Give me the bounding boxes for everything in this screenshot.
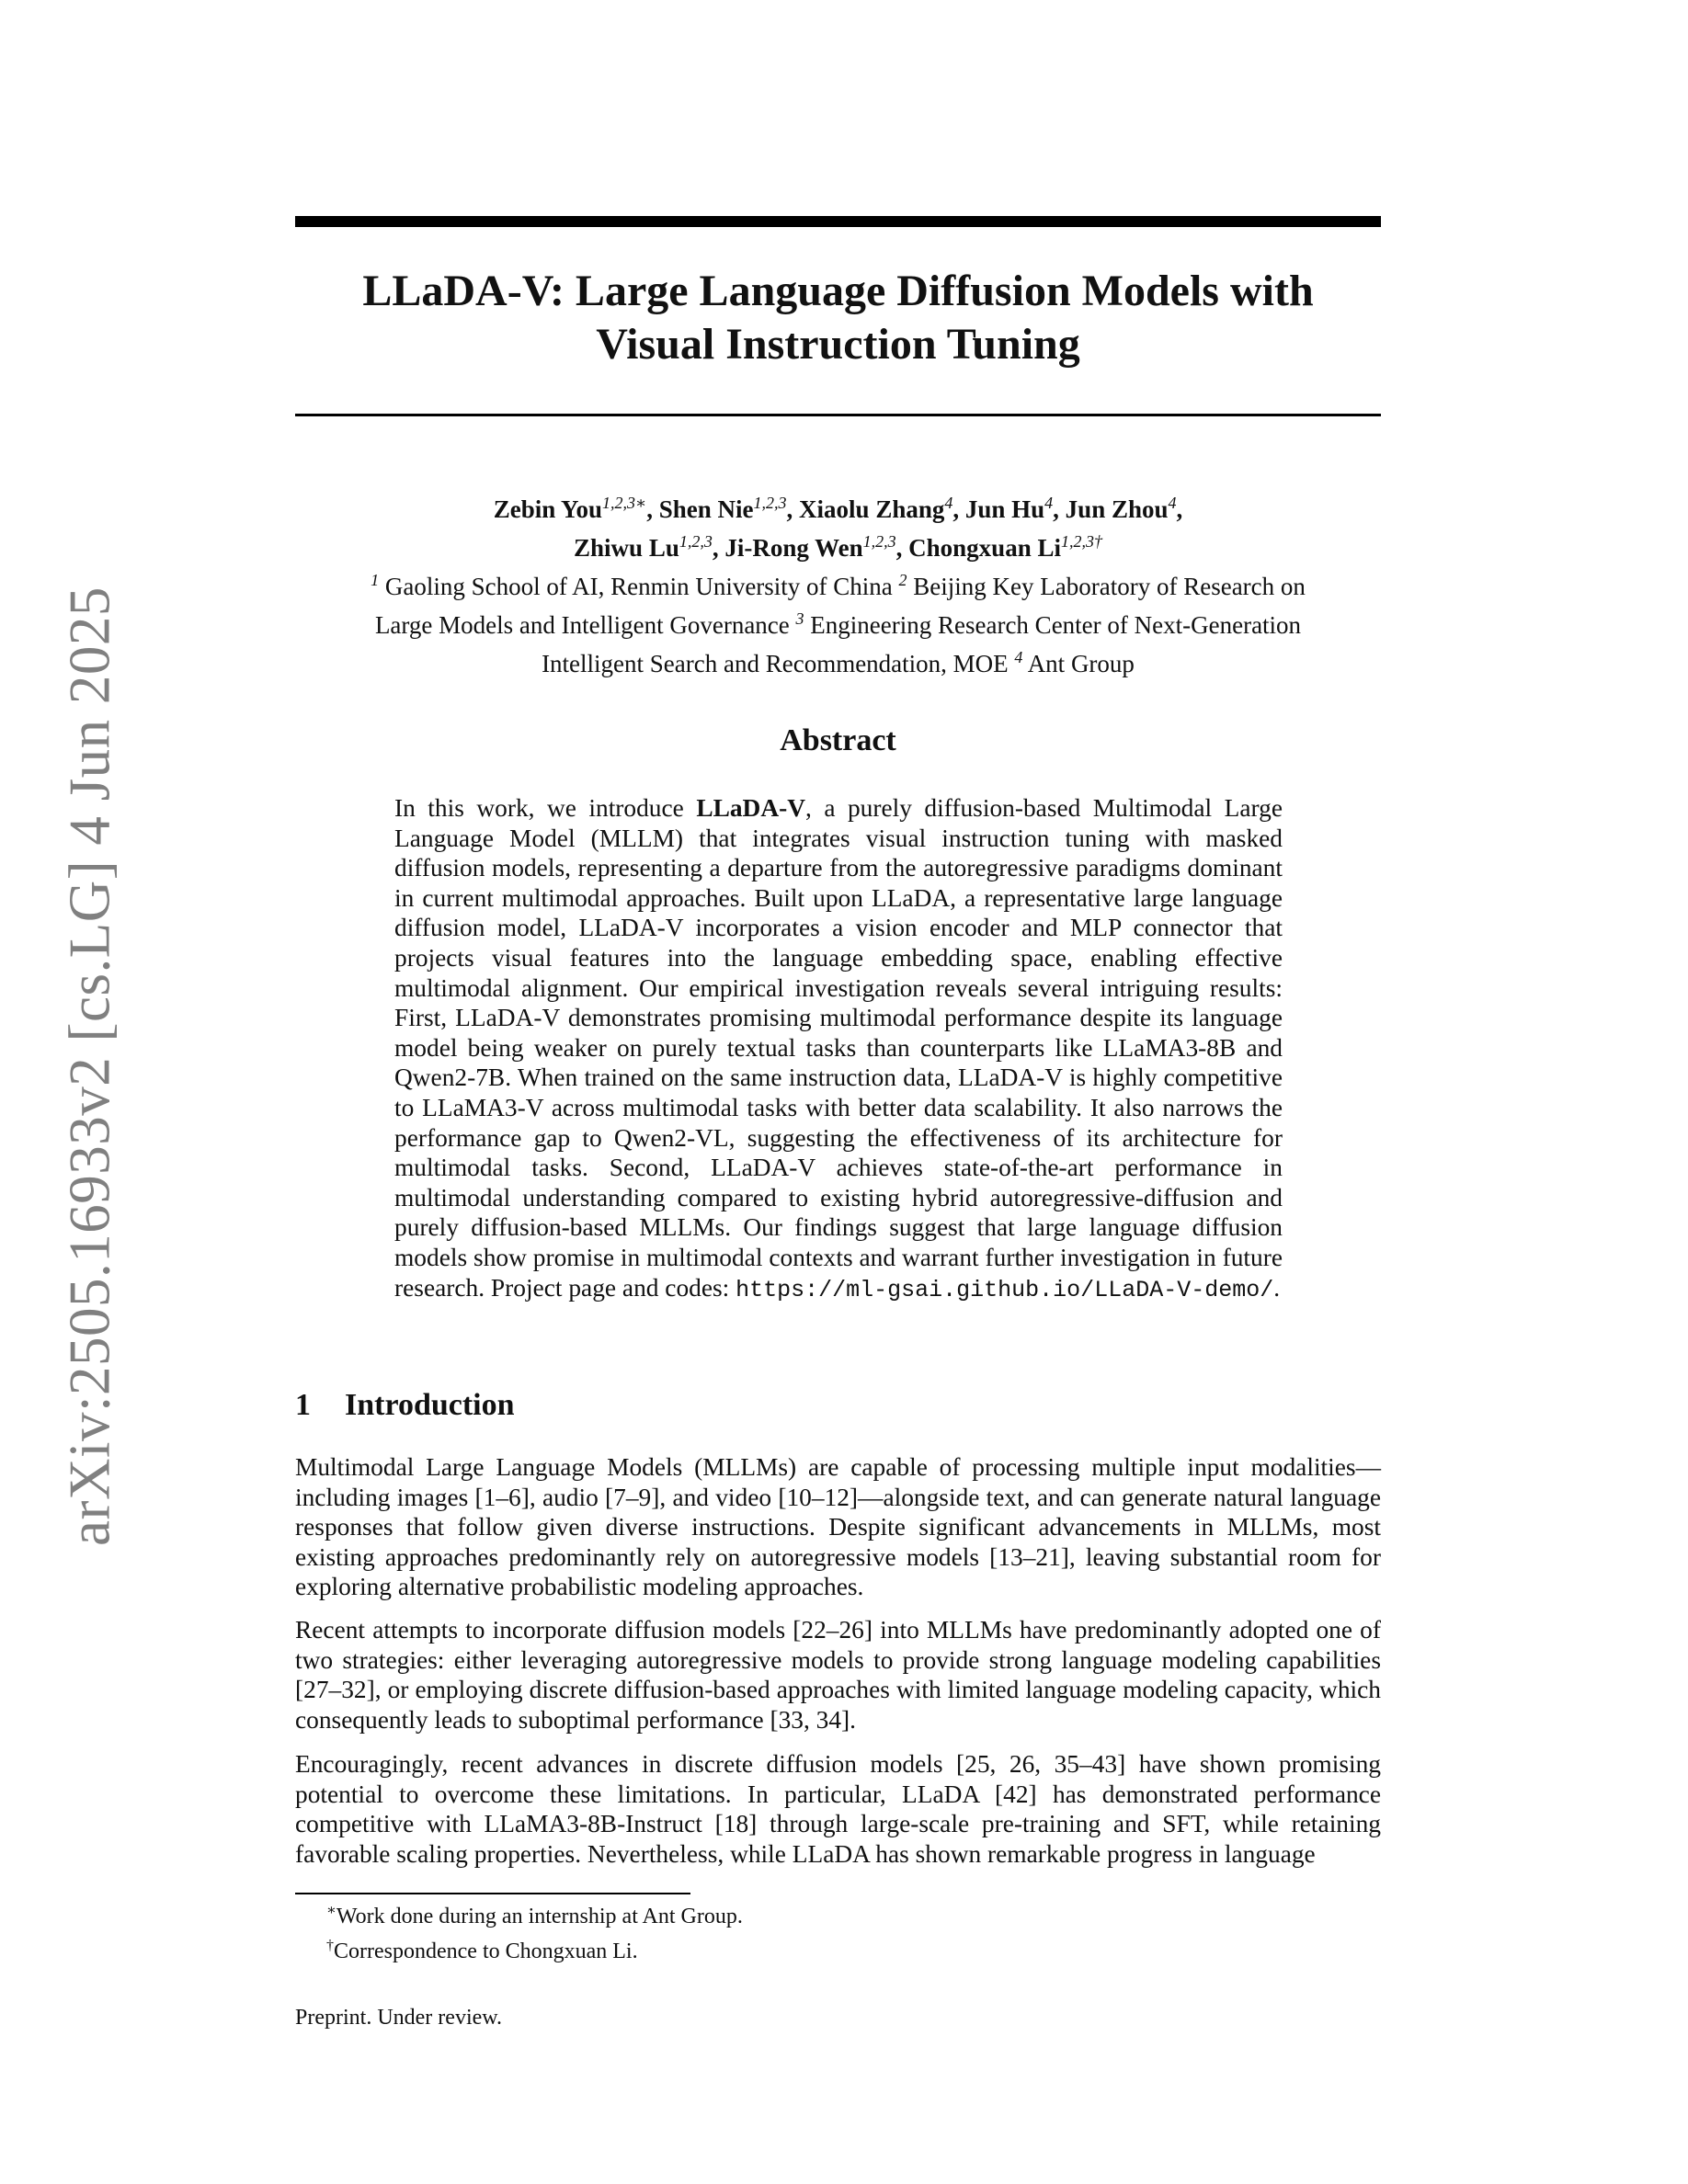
- author-name: Jun Zhou: [1065, 495, 1169, 523]
- project-url-link[interactable]: https://ml-gsai.github.io/LLaDA-V-demo/: [736, 1276, 1274, 1303]
- footnote-mark: †: [326, 1938, 334, 1953]
- footnote-mark: ∗: [326, 1903, 336, 1918]
- author-line-2: Zhiwu Lu$^{1,2,3}$, Ji-Rong Wen$^{1,2,3}$, Chongxuan $Li^{1,2,3\dagger}$: [574, 532, 1102, 562]
- affiliation-text: Gaoling School of AI, Renmin University of China: [384, 573, 893, 600]
- paper-title-line-2: Visual Instruction Tuning: [596, 320, 1080, 369]
- section-number: 1: [295, 1388, 311, 1422]
- affiliation-line-2: [295, 603, 1381, 642]
- abstract-text: , a purely diffusion-based Multimodal Large Language Model (MLLM) that integrates visual instruction tuning with masked diffusion models, representing a departure from the autoregressive paradigms dominant in current multimodal approaches. Built upon LLaDA, a representative large language diffusion model, LLaDA-V incorporates a vision encoder and MLP connector that projects visual features into the language embedding space, enabling effective multimodal alignment. Our empirical investigation reveals several intriguing results: First, LLaDA-V demonstrates promising multimodal performance despite its language model being weaker on purely textual tasks than counterparts like LLaMA3-8B and Qwen2-7B. When trained on the same instruction data, LLaDA-V is highly competitive to LLaMA3-V across multimodal tasks with better data scalability. It also narrows the performance gap to Qwen2-VL, suggesting the effectiveness of its architecture for multimodal tasks. Second, LLaDA-V achieves state-of-the-art performance in multimodal understanding compared to existing hybrid autoregressive-diffusion and purely diffusion-based MLLMs. Our findings suggest that large language diffusion models show promise in multimodal contexts and warrant further investigation in future research. Project page and codes:: [394, 794, 1283, 1302]
- author-line-1: Zebin You$^{1,2,3∗}$, Shen Nie$^{1,2,3}$, Xiaolu Zhang$^4$, Jun Hu$^4$, Jun Zhou$^4$,: [493, 494, 1183, 523]
- author-affiliation-sup: 4: [1168, 494, 1177, 512]
- affiliation-text: Engineering Research Center of Next-Generation: [810, 611, 1302, 639]
- affiliation-line-1: [295, 564, 1381, 603]
- affiliation-sup: 4: [1014, 648, 1023, 666]
- paper-title-line-1: LLaDA-V: Large Language Diffusion Models with: [362, 267, 1314, 315]
- title-bottom-rule: [295, 414, 1381, 416]
- author-name: Zhiwu Lu: [574, 534, 679, 562]
- abstract-lead: In this work, we introduce: [394, 794, 697, 822]
- author-affiliation-sup: 4: [944, 494, 953, 512]
- title-top-rule: [295, 216, 1381, 227]
- footnote-rule: [295, 1893, 690, 1894]
- author-name: Shen Nie: [658, 495, 754, 523]
- section-heading-introduction: [295, 1388, 515, 1423]
- author-name: Chongxuan Li: [908, 534, 1061, 562]
- arxiv-identifier-stamp: arXiv:2505.16933v2 [cs.LG] 4 Jun 2025: [57, 586, 122, 1546]
- affiliation-text: Intelligent Search and Recommendation, MOE: [542, 650, 1009, 677]
- affiliation-text: Large Models and Intelligent Governance: [374, 611, 790, 639]
- preprint-notice: Preprint. Under review.: [295, 2006, 503, 2030]
- affiliation-text: Ant Group: [1027, 650, 1135, 677]
- affiliation-sup: 3: [795, 609, 804, 628]
- affiliation-text: Beijing Key Laboratory of Research on: [913, 573, 1306, 600]
- footnote-text: Correspondence to Chongxuan Li.: [334, 1939, 638, 1963]
- author-affiliation-sup: 4: [1044, 494, 1054, 512]
- footnote-1: [326, 1896, 743, 1931]
- affiliation-line-3: [295, 642, 1381, 680]
- footnote-text: Work done during an internship at Ant Group.: [336, 1905, 743, 1928]
- author-block: [295, 487, 1381, 680]
- author-name: Ji-Rong Wen: [724, 534, 863, 562]
- abstract-tail: .: [1273, 1273, 1281, 1302]
- section-title: Introduction: [345, 1388, 515, 1422]
- abstract-body: [394, 793, 1283, 1305]
- author-affiliation-sup: 1,2,3: [753, 494, 787, 512]
- author-affiliation-sup: 1,2,3: [679, 532, 713, 551]
- footnote-2: [326, 1931, 743, 1966]
- paper-title: [295, 265, 1381, 371]
- abstract-heading: Abstract: [780, 723, 896, 757]
- abstract-model-name: LLaDA-V: [696, 794, 806, 822]
- author-name: Xiaolu Zhang: [799, 495, 945, 523]
- introduction-paragraph-2: Recent attempts to incorporate diffusion models [22–26] into MLLMs have predominantly adopted one of two strategies: either leveraging autoregressive models to provide strong language modeling capabilities [27–32], or employing discrete diffusion-based approaches with limited language modeling capacity, which consequently leads to suboptimal performance [33, 34].: [295, 1616, 1381, 1734]
- introduction-paragraph-3: Encouragingly, recent advances in discrete diffusion models [25, 26, 35–43] have shown promising potential to overcome these limitations. In particular, LLaDA [42] has demonstrated performance competitive with LLaMA3-8B-Instruct [18] through large-scale pre-training and SFT, while retaining favorable scaling properties. Nevertheless, while LLaDA has shown remarkable progress in language: [295, 1750, 1381, 1868]
- author-affiliation-sup: 1,2,3: [602, 494, 636, 512]
- affiliation-sup: 2: [898, 571, 907, 589]
- author-name: Zebin You: [493, 495, 603, 523]
- author-name: Jun Hu: [964, 495, 1045, 523]
- affiliation-sup: 1: [371, 571, 380, 589]
- affiliation-block: [295, 564, 1381, 680]
- author-footnote-mark: ∗: [635, 494, 647, 512]
- author-affiliation-sup: 1,2,3: [862, 532, 896, 551]
- introduction-paragraph-1: Multimodal Large Language Models (MLLMs) are capable of processing multiple input modalities—including images [1–6], audio [7–9], and video [10–12]—alongside text, and can generate natural language responses that follow given diverse instructions. Despite significant advancements in MLLMs, most existing approaches predominantly rely on autoregressive models [13–21], leaving substantial room for exploring alternative probabilistic modeling approaches.: [295, 1453, 1381, 1601]
- author-affiliation-sup: 1,2,3†: [1060, 532, 1102, 551]
- footnotes: [326, 1896, 743, 1966]
